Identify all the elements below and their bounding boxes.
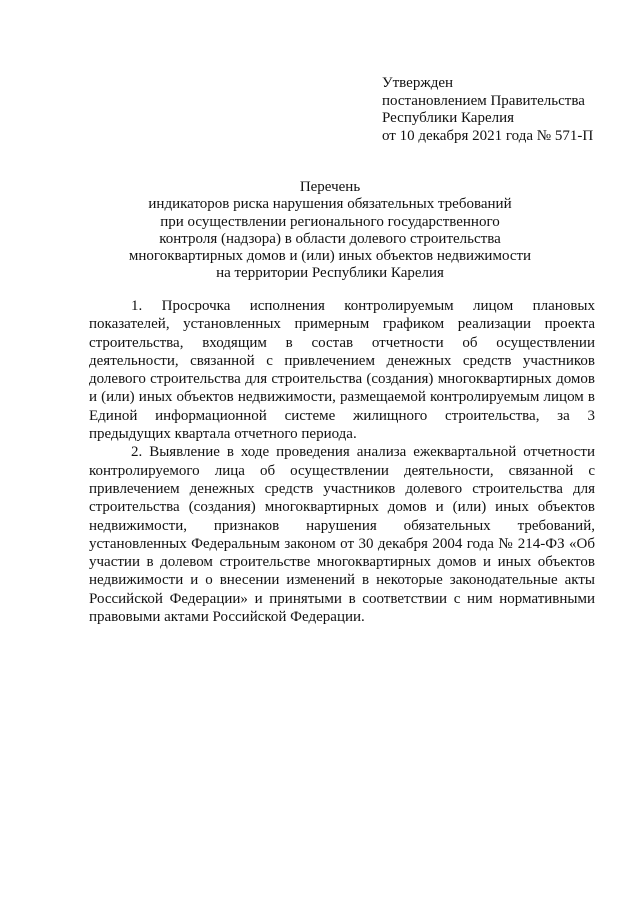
approval-stamp-block [382, 75, 632, 145]
document-title [80, 179, 580, 283]
approval-republic-line: Республики Карелия [382, 110, 515, 126]
document-body [89, 297, 595, 626]
paragraph-item-1: 1. Просрочка исполнения контролируемым лицом плановых показателей, установленных примерным графиком реализации проекта строительства, входящим в состав отчетности об осуществлении деятельности, связанной с привлечением денежных средств участников долевого строительства для строительства (создания) многоквартирных домов и (или) иных объектов недвижимости, размещаемой контролируемым лицом в Единой информационной системе жилищного строительства, за 3 предыдущих квартала отчетного периода. [89, 298, 595, 443]
title-line: контроля (надзора) в области долевого строительства [159, 230, 501, 247]
title-line: на территории Республики Карелия [216, 265, 444, 282]
title-line: при осуществлении регионального государственного [160, 213, 500, 230]
title-heading: Перечень [299, 179, 361, 195]
approval-date-number: от 10 декабря 2021 года № 571-П [382, 127, 594, 144]
title-line: многоквартирных домов и (или) иных объектов недвижимости [128, 248, 532, 265]
approval-authority-line: постановлением Правительства [382, 92, 585, 109]
title-line: индикаторов риска нарушения обязательных требований [148, 196, 512, 213]
paragraph-item-2: 2. Выявление в ходе проведения анализа ежеквартальной отчетности контролируемого лица об осуществлении деятельности, связанной с привлечением денежных средств участников долевого строительства для строительства (создания) многоквартирных домов и (или) иных объектов недвижимости, признаков нарушения обязательных требований, установленных Федеральным законом от 30 декабря 2004 года № 214-ФЗ «Об участии в долевом строительстве многоквартирных домов и иных объектов недвижимости и о внесении изменений в некоторые законодательные акты Российской Федерации» и принятыми в соответствии с ним нормативными правовыми актами Российской Федерации. [89, 444, 595, 626]
approval-status: Утвержден [382, 75, 454, 91]
